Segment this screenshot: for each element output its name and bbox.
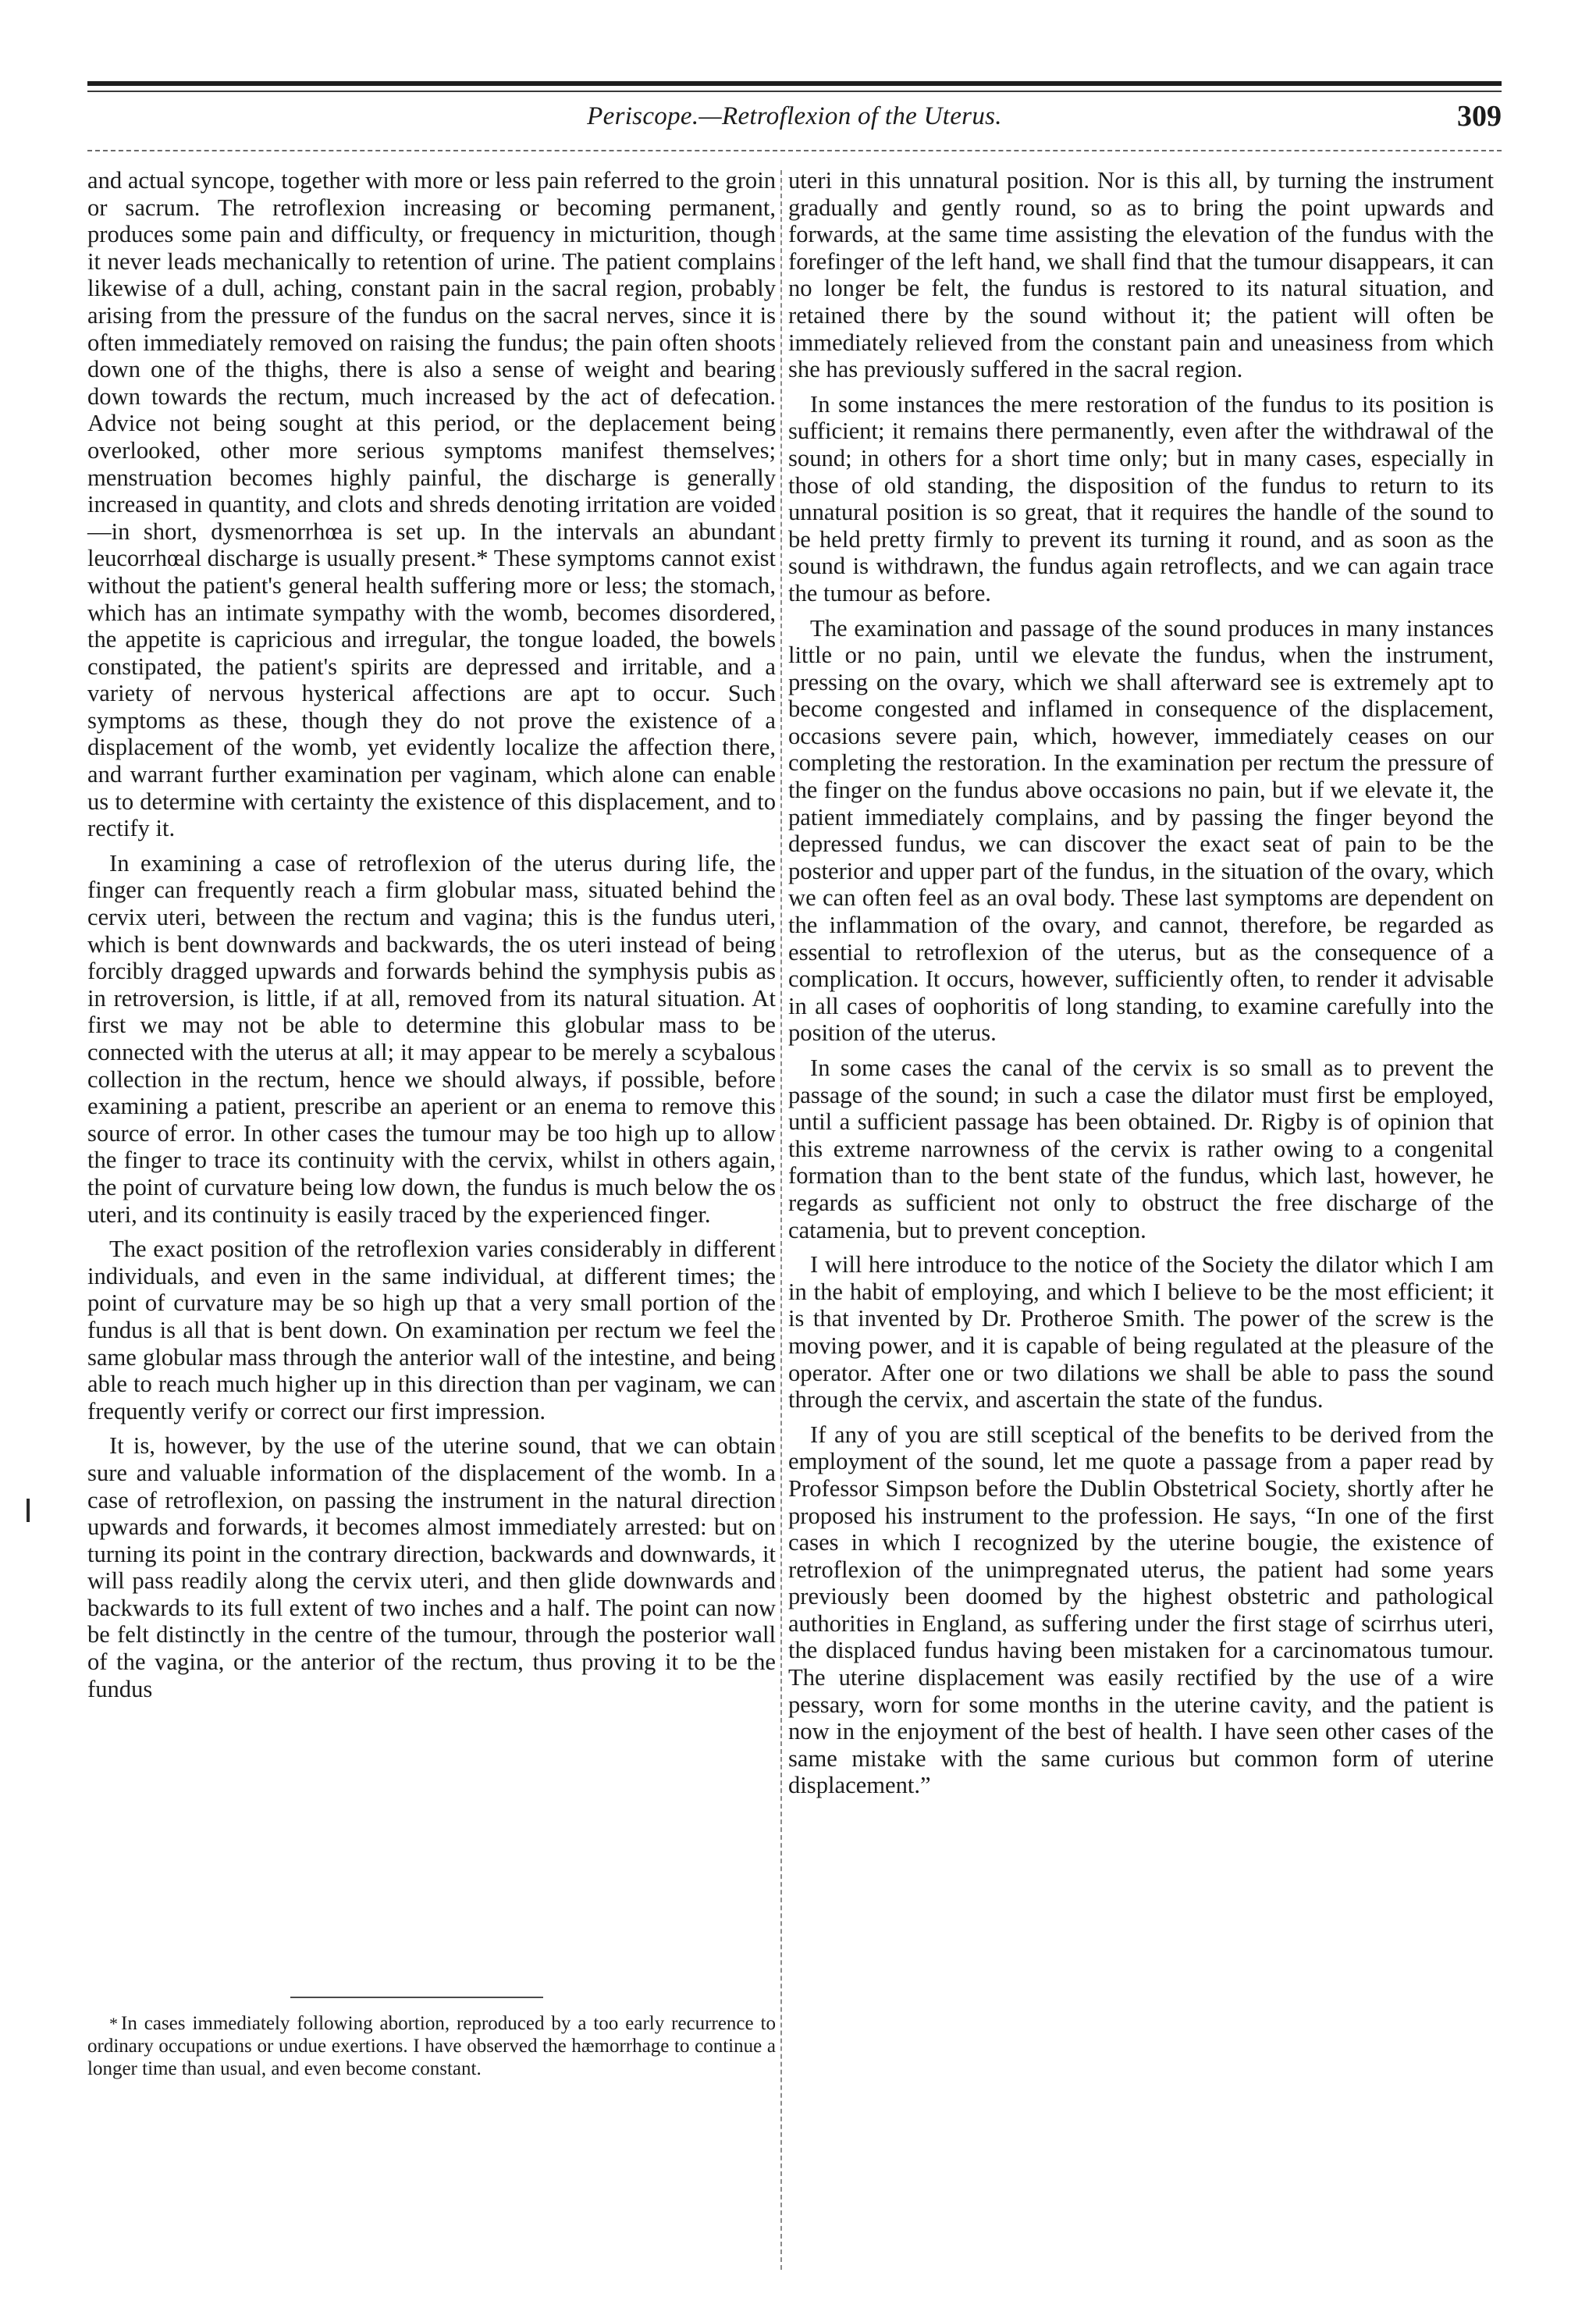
paragraph: In examining a case of retroflexion of the uterus during life, the finger can frequently reach a firm globular mass, situated behind the cervix uteri, between the rectum and vagina; this is the fundus uteri, which is bent downwards and backwards, the os uteri instead of being forcibly dragged upwards and forwards behind the symphysis pubis as in retroversion, is little, if at all, removed from its natural situation. At first we may not be able to determine this globular mass to be connected with the uterus at all; it may appear to be merely a scybalous collection in the rectum, hence we should always, if possible, before examining a patient, prescribe an aperient or an enema to remove this source of error. In other cases the tumour may be too high up to allow the finger to trace its continuity with the cervix, whilst in others again, the point of curvature being low down, the fundus is much below the os uteri, and its continuity is easily traced by the experienced finger.	[87, 849, 776, 1228]
paragraph: I will here introduce to the notice of the Society the dilator which I am in the habit of employing, and which I believe to be the most efficient; it is that invented by Dr. Protheroe Smith. The power of the screw is the moving power, and it is capable of being regulated at the pleasure of the operator. After one or two dilations we shall be able to pass the sound through the cervix, and ascertain the state of the fundus.	[788, 1251, 1494, 1414]
page-number: 309	[1457, 100, 1502, 133]
paragraph: In some cases the canal of the cervix is so small as to prevent the passage of the sound; in such a case the dilator must first be employed, until a sufficient passage has been obtained. Dr. Rigby is of opinion that this extreme narrowness of the cervix is rather owing to a congenital formation than to the bent state of the fundus, which last, however, he regards as sufficient not only to obstruct the free discharge of the catamenia, but to prevent conception.	[788, 1054, 1494, 1243]
paragraph: uteri in this unnatural position. Nor is this all, by turning the instrument gradually and gently round, so as to bring the point upwards and forwards, at the same time assisting the elevation of the fundus with the forefinger of the left hand, we shall find that the tumour disappears, it can no longer be felt, the fundus is restored to its natural situation, and retained there by the sound without it; the patient will often be immediately relieved from the constant pain and uneasiness from which she has previously suffered in the sacral region.	[788, 167, 1494, 383]
right-column	[788, 167, 1494, 1799]
paragraph: The exact position of the retroflexion varies considerably in different individuals, and even in the same individual, at different times; the point of curvature may be so high up that a very small portion of the fundus is all that is bent down. On examination per rectum we feel the same globular mass through the anterior wall of the intestine, and being able to reach much higher up in this direction than per vaginam, we can frequently verify or correct our first impression.	[87, 1236, 776, 1424]
paragraph: In some instances the mere restoration of the fundus to its position is sufficient; it remains there permanently, even after the withdrawal of the sound; in others for a short time only; but in many cases, especially in those of old standing, the disposition of the fundus to return to its unnatural position is so great, that it requires the handle of the sound to be held pretty firmly to prevent its turning it round, and as soon as the sound is withdrawn, the fundus again retroflects, and we can again trace the tumour as before.	[788, 390, 1494, 606]
column-divider	[780, 170, 782, 2270]
footnote	[87, 2012, 776, 2080]
header-top-rule	[87, 81, 1502, 86]
margin-mark	[27, 1499, 30, 1522]
paragraph: If any of you are still sceptical of the benefits to be derived from the employment of the sound, let me quote a passage from a paper read by Professor Simpson before the Dublin Obstetrical Society, shortly after he proposed his instrument to the profession. He says, “In one of the first cases in which I recognized by the uterine bougie, the existence of retroflexion of the unimpregnated uterus, the patient had some years previously been doomed by the highest obstetric and pathological authorities in England, as suffering under the first stage of scirrhus uteri, the displaced fundus having been mistaken for a carcinomatous tumour. The uterine displacement was easily rectified by the use of a wire pessary, worn for some months in the uterine cavity, and the patient is now in the enjoyment of the best of health. I have seen other cases of the same mistake with the same curious but common form of uterine displacement.”	[788, 1421, 1494, 1799]
paragraph: It is, however, by the use of the uterine sound, that we can obtain sure and valuable information of the displacement of the womb. In a case of retroflexion, on passing the instrument in the natural direction upwards and forwards, it becomes almost immediately arrested: but on turning its point in the contrary direction, backwards and downwards, it will pass readily along the cervix uteri, and then glide downwards and backwards to its full extent of two inches and a half. The point can now be felt distinctly in the centre of the tumour, through the posterior wall of the vagina, or the anterior of the rectum, thus proving it to be the fundus	[87, 1432, 776, 1702]
page-header	[87, 98, 1502, 143]
footnote-marker: *	[109, 2014, 118, 2033]
header-thin-rule	[87, 91, 1502, 92]
running-title: Periscope.—Retroflexion of the Uterus.	[587, 102, 1002, 130]
footnote-rule	[290, 1997, 543, 1998]
left-column	[87, 167, 776, 1702]
header-dashed-rule	[87, 150, 1502, 151]
footnote-text: In cases immediately following abortion, reproduced by a too early recurrence to ordinary occupations or undue exertions. I have observed the hæmorrhage to continue a longer time than usual, and even become constant.	[87, 2013, 776, 2079]
paragraph: and actual syncope, together with more or less pain referred to the groin or sacrum. The retroflexion increasing or becoming permanent, produces some pain and difficulty, or frequency in micturition, though it never leads mechanically to retention of urine. The patient complains likewise of a dull, aching, constant pain in the sacral region, probably arising from the pressure of the fundus on the sacral nerves, since it is often immediately removed on raising the fundus; the pain often shoots down one of the thighs, there is also a sense of weight and bearing down towards the rectum, much increased by the act of defecation. Advice not being sought at this period, or the deplacement being overlooked, other more serious symptoms manifest themselves; menstruation becomes highly painful, the discharge is generally increased in quantity, and clots and shreds denoting irritation are voided—in short, dysmenorrhœa is set up. In the intervals an abundant leucorrhœal discharge is usually present.* These symptoms cannot exist without the patient's general health suffering more or less; the stomach, which has an intimate sympathy with the womb, becomes disordered, the appetite is capricious and irregular, the tongue loaded, the bowels constipated, the patient's spirits are depressed and irritable, and a variety of nervous hysterical affections are apt to occur. Such symptoms as these, though they do not prove the existence of a displacement of the womb, yet evidently localize the affection there, and warrant further examination per vaginam, which alone can enable us to determine with certainty the existence of this displacement, and to rectify it.	[87, 167, 776, 842]
paragraph: The examination and passage of the sound produces in many instances little or no pain, until we elevate the fundus, when the instrument, pressing on the ovary, which we shall afterward see is extremely apt to become congested and inflamed in consequence of the displacement, occasions severe pain, which, however, immediately ceases on our completing the restoration. In the examination per rectum the pressure of the finger on the fundus above occasions no pain, but if we elevate it, the patient immediately complains, and by passing the finger beyond the depressed fundus, we can discover the exact seat of pain to be the posterior and upper part of the fundus, in the situation of the ovary, which we can often feel as an oval body. These last symptoms are dependent on the inflammation of the ovary, and cannot, therefore, be regarded as essential to retroflexion of the uterus, but as the consequence of a complication. It occurs, however, sufficiently often, to render it advisable in all cases of oophoritis of long standing, to examine carefully into the position of the uterus.	[788, 614, 1494, 1047]
